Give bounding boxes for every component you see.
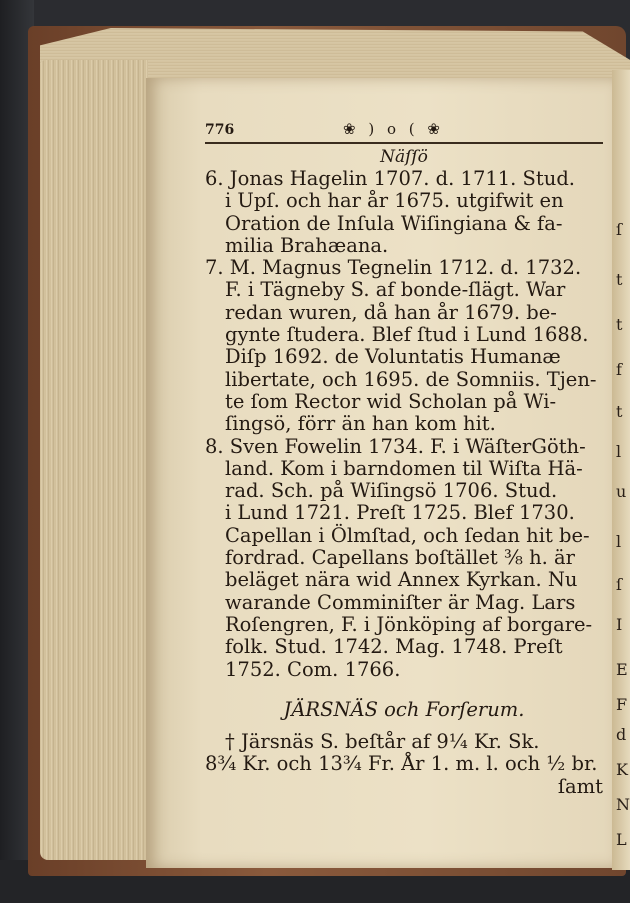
adjacent-glyph: f — [616, 360, 622, 379]
adjacent-glyph: ſ — [616, 220, 622, 239]
adjacent-glyph: l — [616, 532, 622, 551]
text-line: Capellan i Ölmſtad, och ſedan hit be- — [225, 523, 590, 547]
text-line: rad. Sch. på Wiſingsö 1706. Stud. — [225, 479, 558, 503]
text-line: redan wuren, då han år 1679. be- — [225, 300, 557, 324]
text-line: † Järsnäs S. beſtår af 9¼ Kr. Sk. — [225, 730, 540, 754]
text-line: gynte ſtudera. Blef ſtud i Lund 1688. — [225, 323, 589, 347]
text-line: Roſengren, F. i Jönköping af borgare- — [225, 612, 593, 636]
text-line: beläget nära wid Annex Kyrkan. Nu — [225, 568, 578, 592]
page-block-side-edge — [40, 60, 148, 860]
text-line: 8. Sven Fowelin 1734. F. i WäſterGöth- — [205, 434, 586, 458]
text-line: warande Comminiſter är Mag. Lars — [225, 590, 576, 614]
adjacent-glyph: ſ — [616, 575, 622, 594]
catchword: ſamt — [557, 774, 603, 798]
text-line: 7. M. Magnus Tegnelin 1712. d. 1732. — [205, 256, 582, 280]
adjacent-glyph: t — [616, 402, 623, 421]
parish-heading: JÄRSNÄS och Forſerum. — [283, 697, 525, 721]
text-line: i Lund 1721. Preſt 1725. Blef 1730. — [225, 501, 575, 525]
adjacent-glyph: t — [616, 315, 623, 334]
text-line: 6. Jonas Hagelin 1707. d. 1711. Stud. — [205, 167, 575, 190]
text-line: 8¾ Kr. och 13¾ Fr. År 1. m. l. och ½ br. — [205, 752, 598, 776]
adjacent-glyph: u — [616, 482, 627, 501]
text-line: ſingsö, förr än han kom hit. — [225, 412, 496, 436]
adjacent-glyph: K — [616, 760, 628, 779]
adjacent-glyph: L — [616, 830, 627, 849]
running-header — [205, 118, 603, 144]
text-line: i Upſ. och har år 1675. utgifwit en — [225, 189, 564, 213]
header-ornament: ❀ ) o ( ❀ — [343, 120, 444, 138]
text-line: 1752. Com. 1766. — [225, 657, 401, 681]
adjacent-glyph: t — [616, 270, 623, 289]
text-line: Oration de Inſula Wiſingiana & fa- — [225, 211, 563, 235]
text-line: fordrad. Capellans boſtället ⅜ h. är — [225, 546, 575, 570]
text-line: Diſp 1692. de Voluntatis Humanæ — [225, 345, 561, 369]
section-heading: Näſſö — [380, 147, 428, 167]
text-line: libertate, och 1695. de Somniis. Tjen- — [225, 367, 597, 391]
text-line: milia Brahæana. — [225, 233, 389, 257]
adjacent-glyph: E — [616, 660, 628, 679]
text-line: folk. Stud. 1742. Mag. 1748. Preſt — [225, 635, 563, 659]
adjacent-glyph: d — [616, 725, 627, 744]
page-text — [205, 118, 603, 798]
adjacent-glyph: l — [616, 442, 622, 461]
text-line: land. Kom i barndomen til Wiſta Hä- — [225, 456, 583, 480]
adjacent-page-edge — [612, 70, 630, 870]
text-line: F. i Tägneby S. af bonde-ſlägt. War — [225, 278, 566, 302]
adjacent-glyph: F — [616, 695, 628, 714]
text-line: te ſom Rector wid Scholan på Wi- — [225, 389, 557, 413]
adjacent-glyph: I — [616, 615, 623, 634]
page-number: 776 — [205, 122, 235, 138]
adjacent-glyph: N — [616, 795, 630, 814]
